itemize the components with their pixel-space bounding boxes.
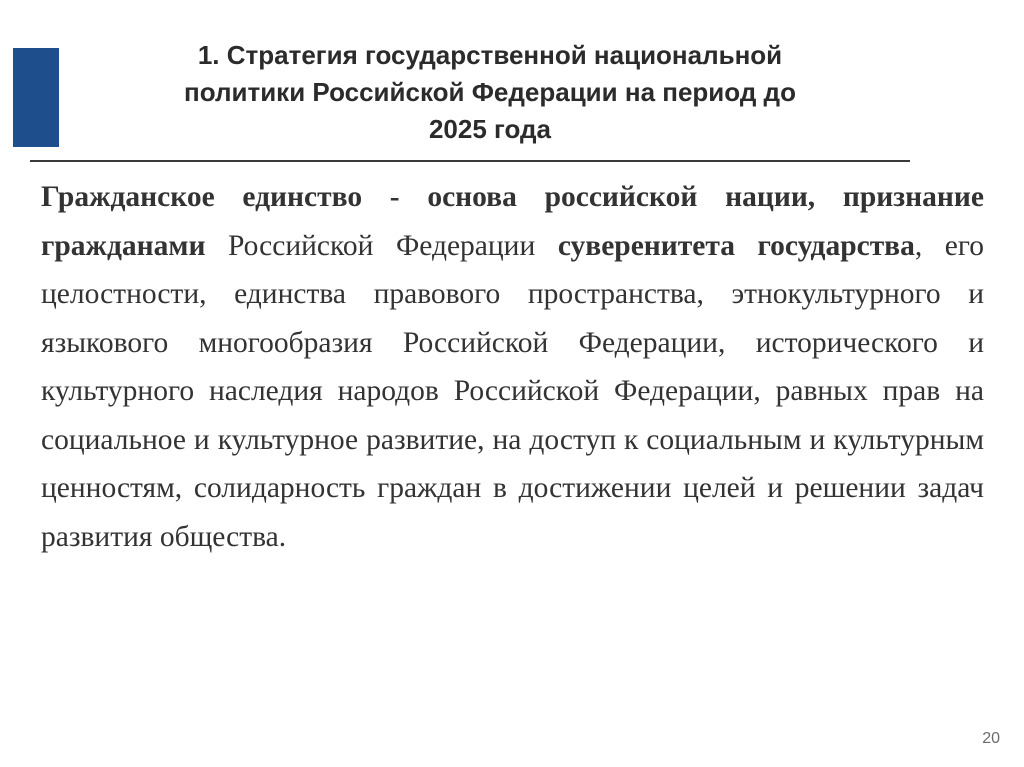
title-line-3: 2025 года	[428, 114, 552, 144]
body-bold-phrase-1: Гражданское единство - основа российской нации, признание гражданами	[41, 181, 984, 262]
accent-bar	[13, 48, 59, 147]
body-paragraph	[41, 173, 984, 561]
page-number: 20	[982, 730, 1000, 747]
body-text-segment-1: Российской Федерации	[205, 229, 558, 262]
title-line-2: политики Российской Федерации на период до	[184, 77, 796, 107]
body-text-segment-2: , его целостности, единства правового пространства, этнокультурного и языкового многообразия Российской Федерации, исторического и культурного наследия народов Российской Федерации, равных прав на социальное и культурное развитие, на доступ к социальным и культурным ценностям, солидарность граждан в достижении целей и решении задач развития общества.	[41, 229, 985, 553]
body-bold-phrase-2: суверенитета государства	[557, 229, 915, 262]
title-divider	[30, 160, 910, 162]
slide-title	[70, 37, 910, 148]
title-line-1: 1. Стратегия государственной национальной	[197, 40, 783, 70]
